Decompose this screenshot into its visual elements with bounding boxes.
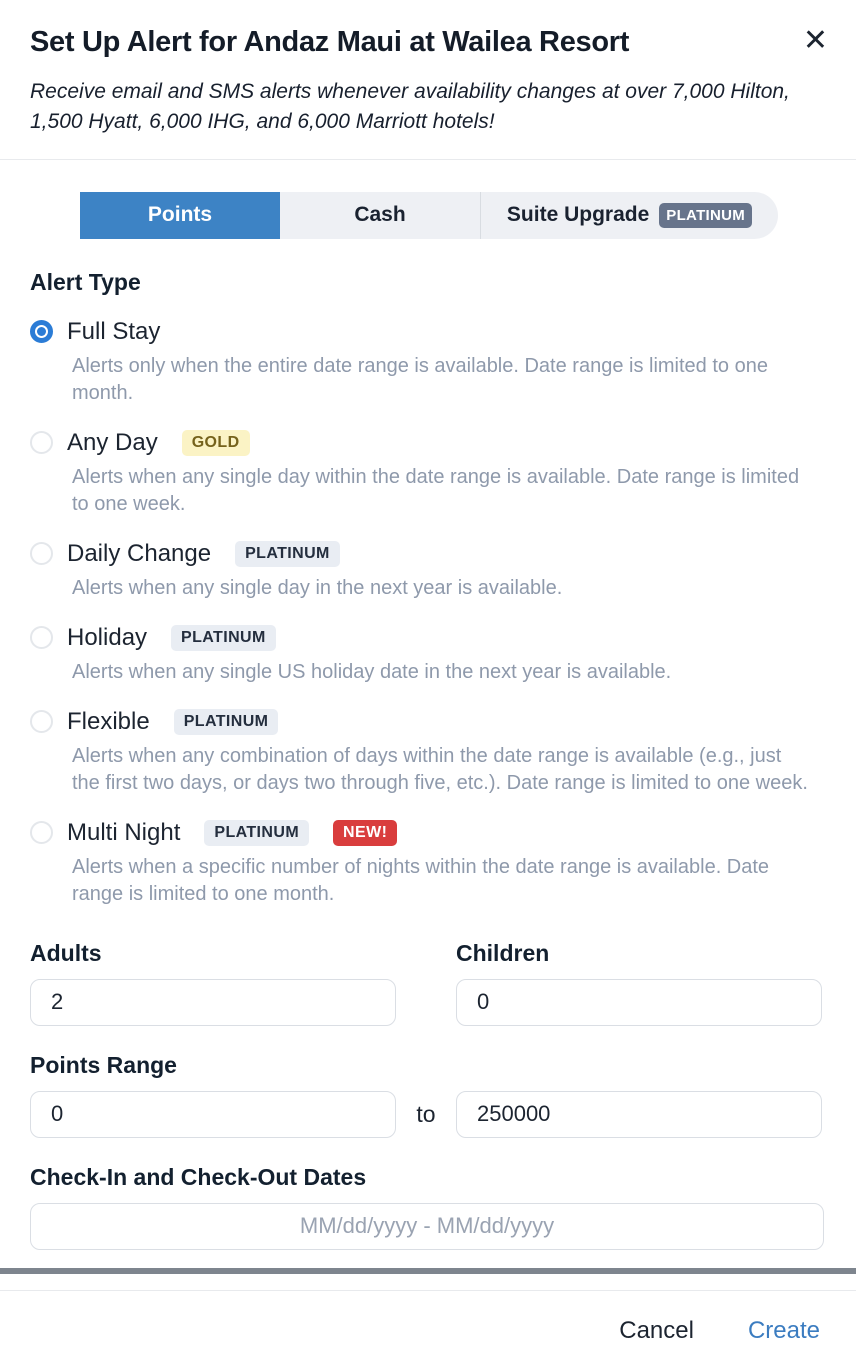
modal-footer [0, 1291, 856, 1345]
option-description: Alerts when any single day in the next year is available. [72, 576, 563, 599]
points-range-row [30, 1079, 824, 1138]
option-holiday-row[interactable] [30, 624, 824, 652]
children-input[interactable] [456, 979, 822, 1026]
option-description: Alerts when any single day within the date range is available. Date range is limited to one week. [72, 465, 800, 515]
modal-title: Set Up Alert for Andaz Maui at Wailea Resort [30, 26, 630, 58]
radio-icon[interactable] [30, 710, 53, 733]
option-label: Any Day [67, 428, 158, 456]
modal-header [0, 0, 856, 137]
points-min-input[interactable] [30, 1091, 396, 1138]
adults-field-group [30, 940, 396, 1026]
option-description: Alerts when any combination of days within the date range is available (e.g., just the first two days, or days two through five, etc.). Date range is limited to one week. [72, 744, 808, 794]
option-label: Multi Night [67, 818, 181, 846]
tab-suite-upgrade-label: Suite Upgrade [506, 203, 650, 227]
gold-badge: GOLD [182, 430, 250, 456]
option-daily-change-row[interactable] [30, 540, 824, 568]
platinum-badge: PLATINUM [171, 625, 276, 651]
children-field-group [456, 940, 822, 1026]
new-badge: NEW! [333, 820, 397, 846]
close-icon[interactable]: ✕ [802, 23, 828, 58]
tab-points[interactable] [80, 192, 280, 239]
option-description: Alerts when any single US holiday date in the next year is available. [72, 660, 672, 683]
option-description: Alerts only when the entire date range is available. Date range is limited to one month. [72, 354, 768, 404]
radio-icon[interactable] [30, 431, 53, 454]
points-max-input[interactable] [456, 1091, 822, 1138]
radio-icon[interactable] [30, 542, 53, 565]
tab-suite-upgrade[interactable] [481, 192, 778, 239]
option-daily-change [30, 540, 824, 602]
dates-field-group [30, 1164, 824, 1250]
option-label: Holiday [67, 623, 148, 651]
option-holiday [30, 624, 824, 686]
adults-input[interactable] [30, 979, 396, 1026]
option-multi-night-row[interactable] [30, 819, 824, 847]
option-description: Alerts when a specific number of nights within the date range is available. Date range is limited to one month. [72, 855, 770, 905]
tab-cash-label: Cash [354, 203, 406, 227]
tab-cash[interactable] [280, 192, 481, 239]
dates-label: Check-In and Check-Out Dates [30, 1163, 367, 1190]
guests-row [30, 940, 824, 1026]
platinum-badge: PLATINUM [174, 709, 279, 735]
cancel-button[interactable]: Cancel [619, 1316, 694, 1344]
points-max-wrap [456, 1079, 822, 1138]
option-any-day [30, 429, 824, 518]
radio-icon[interactable] [30, 821, 53, 844]
tab-points-label: Points [147, 203, 213, 227]
option-label: Daily Change [67, 539, 212, 567]
page-bottom-edge [0, 1268, 856, 1274]
option-full-stay-row[interactable] [30, 318, 824, 346]
children-label: Children [456, 939, 550, 966]
modal-subtitle: Receive email and SMS alerts whenever availability changes at over 7,000 Hilton, 1,500 Hyatt, 6,000 IHG, and 6,000 Marriott hotels! [30, 80, 790, 133]
platinum-badge: PLATINUM [659, 203, 752, 228]
option-full-stay [30, 318, 824, 407]
modal-content [0, 269, 856, 1250]
points-min-wrap [30, 1079, 396, 1138]
option-multi-night [30, 819, 824, 908]
points-range-separator: to [416, 1100, 436, 1127]
platinum-badge: PLATINUM [204, 820, 309, 846]
payment-type-tabs [80, 192, 778, 239]
adults-label: Adults [30, 939, 102, 966]
option-label: Flexible [67, 707, 150, 735]
points-range-group [30, 1052, 824, 1138]
option-flexible-row[interactable] [30, 708, 824, 736]
create-button[interactable]: Create [747, 1316, 820, 1344]
option-label: Full Stay [67, 317, 161, 345]
option-any-day-row[interactable] [30, 429, 824, 457]
option-flexible [30, 708, 824, 797]
alert-type-heading: Alert Type [30, 268, 141, 295]
header-divider [0, 159, 856, 160]
radio-icon[interactable] [30, 626, 53, 649]
points-range-label: Points Range [30, 1051, 177, 1078]
radio-selected-icon[interactable] [30, 320, 53, 343]
platinum-badge: PLATINUM [235, 541, 340, 567]
dates-input[interactable] [30, 1203, 824, 1250]
